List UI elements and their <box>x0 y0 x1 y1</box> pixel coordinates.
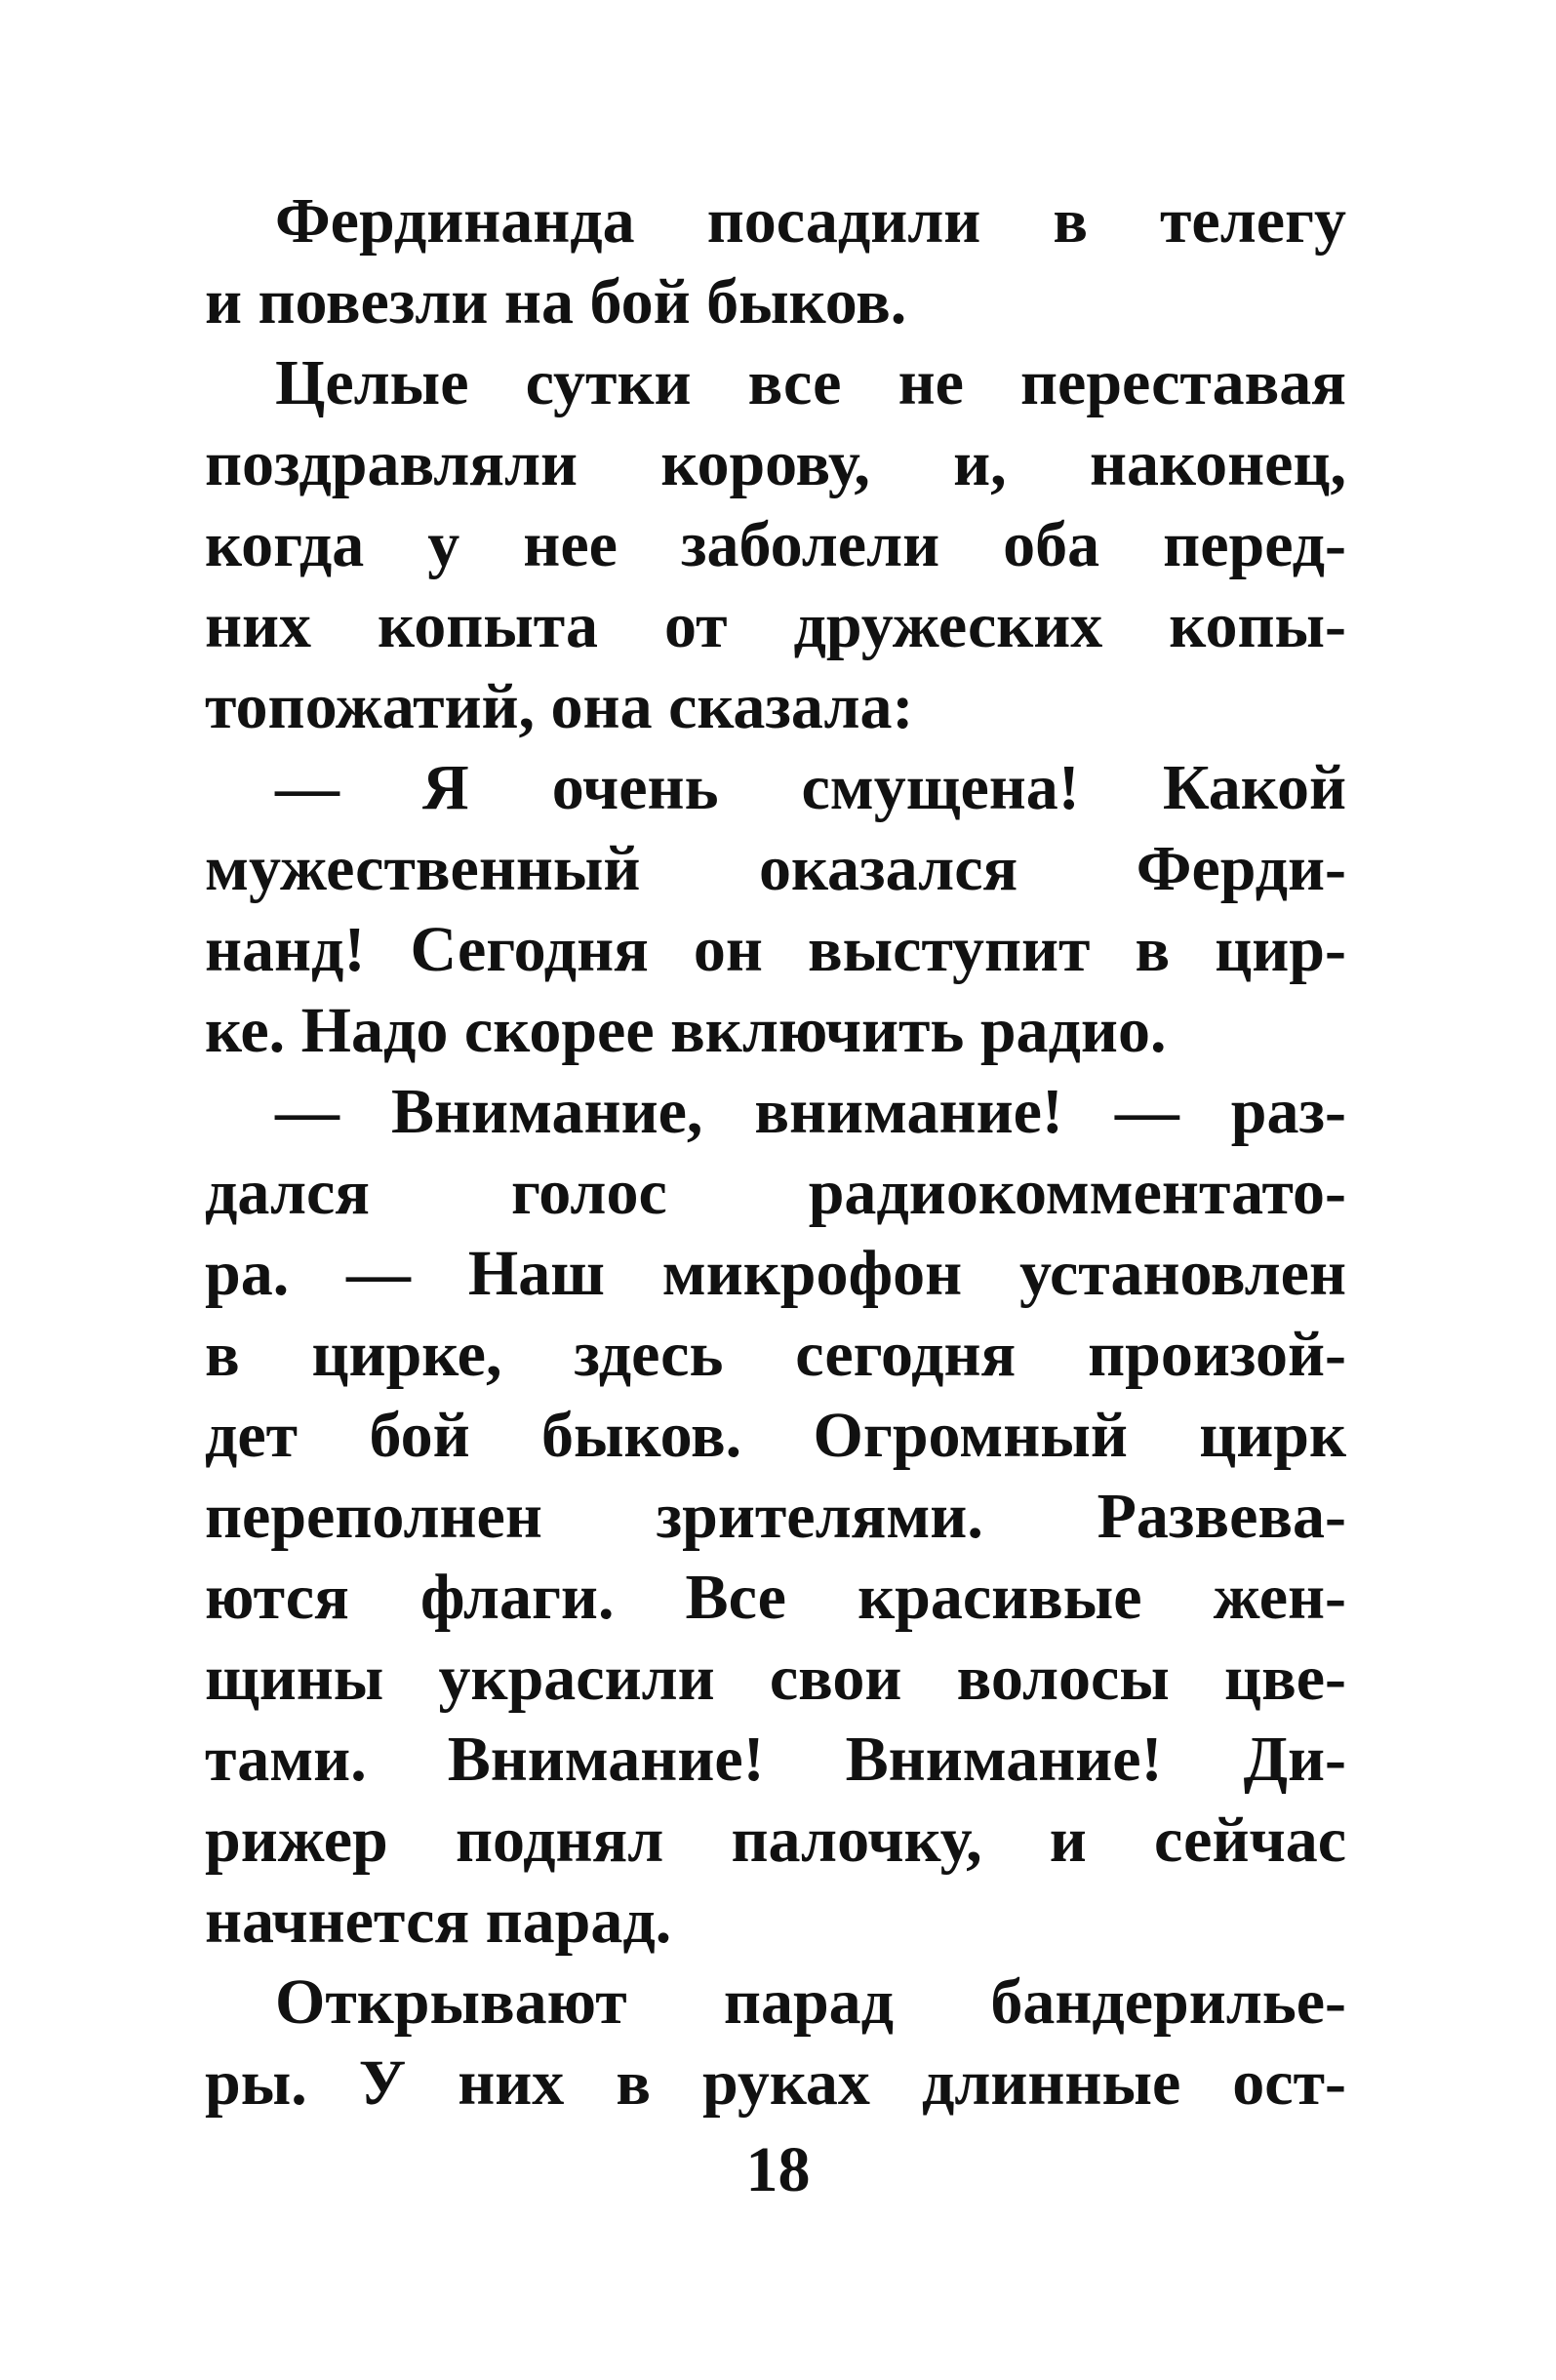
text-line-20: тами. Внимание! Внимание! Ди- <box>205 1724 1346 1795</box>
text-line-5: когда у нее заболели оба перед- <box>205 509 1346 580</box>
text-line-6: них копыта от дружеских копы- <box>205 590 1346 661</box>
text-line-10: нанд! Сегодня он выступит в цир- <box>205 914 1346 985</box>
text-line-21: рижер поднял палочку, и сейчас <box>205 1805 1346 1876</box>
text-line-18: ются флаги. Все красивые жен- <box>205 1562 1346 1633</box>
text-line-19: щины украсили свои волосы цве- <box>205 1643 1346 1714</box>
text-line-17: переполнен зрителями. Развева- <box>205 1481 1346 1552</box>
text-line-24: ры. У них в руках длинные ост- <box>205 2047 1346 2119</box>
text-line-9: мужественный оказался Ферди- <box>205 833 1346 904</box>
page-body <box>205 180 1346 2123</box>
text-line-16: дет бой быков. Огромный цирк <box>205 1400 1346 1471</box>
text-line-22: начнется парад. <box>205 1885 672 1957</box>
text-line-12: — Внимание, внимание! — раз- <box>275 1076 1346 1147</box>
text-line-4: поздравляли корову, и, наконец, <box>205 428 1346 499</box>
text-line-23: Открывают парад бандерилье- <box>275 1966 1346 2038</box>
text-line-2: и повезли на бой быков. <box>205 266 907 337</box>
text-line-11: ке. Надо скорее включить радио. <box>205 995 1167 1066</box>
text-line-3: Целые сутки все не переставая <box>275 347 1346 418</box>
text-line-13: дался голос радиокомментато- <box>205 1157 1346 1228</box>
text-line-1: Фердинанда посадили в телегу <box>275 185 1346 257</box>
text-line-7: топожатий, она сказала: <box>205 671 914 742</box>
text-line-8: — Я очень смущена! Какой <box>275 752 1346 823</box>
text-line-15: в цирке, здесь сегодня произой- <box>205 1319 1346 1390</box>
text-line-14: ра. — Наш микрофон установлен <box>205 1238 1346 1309</box>
page-number: 18 <box>745 2134 811 2205</box>
